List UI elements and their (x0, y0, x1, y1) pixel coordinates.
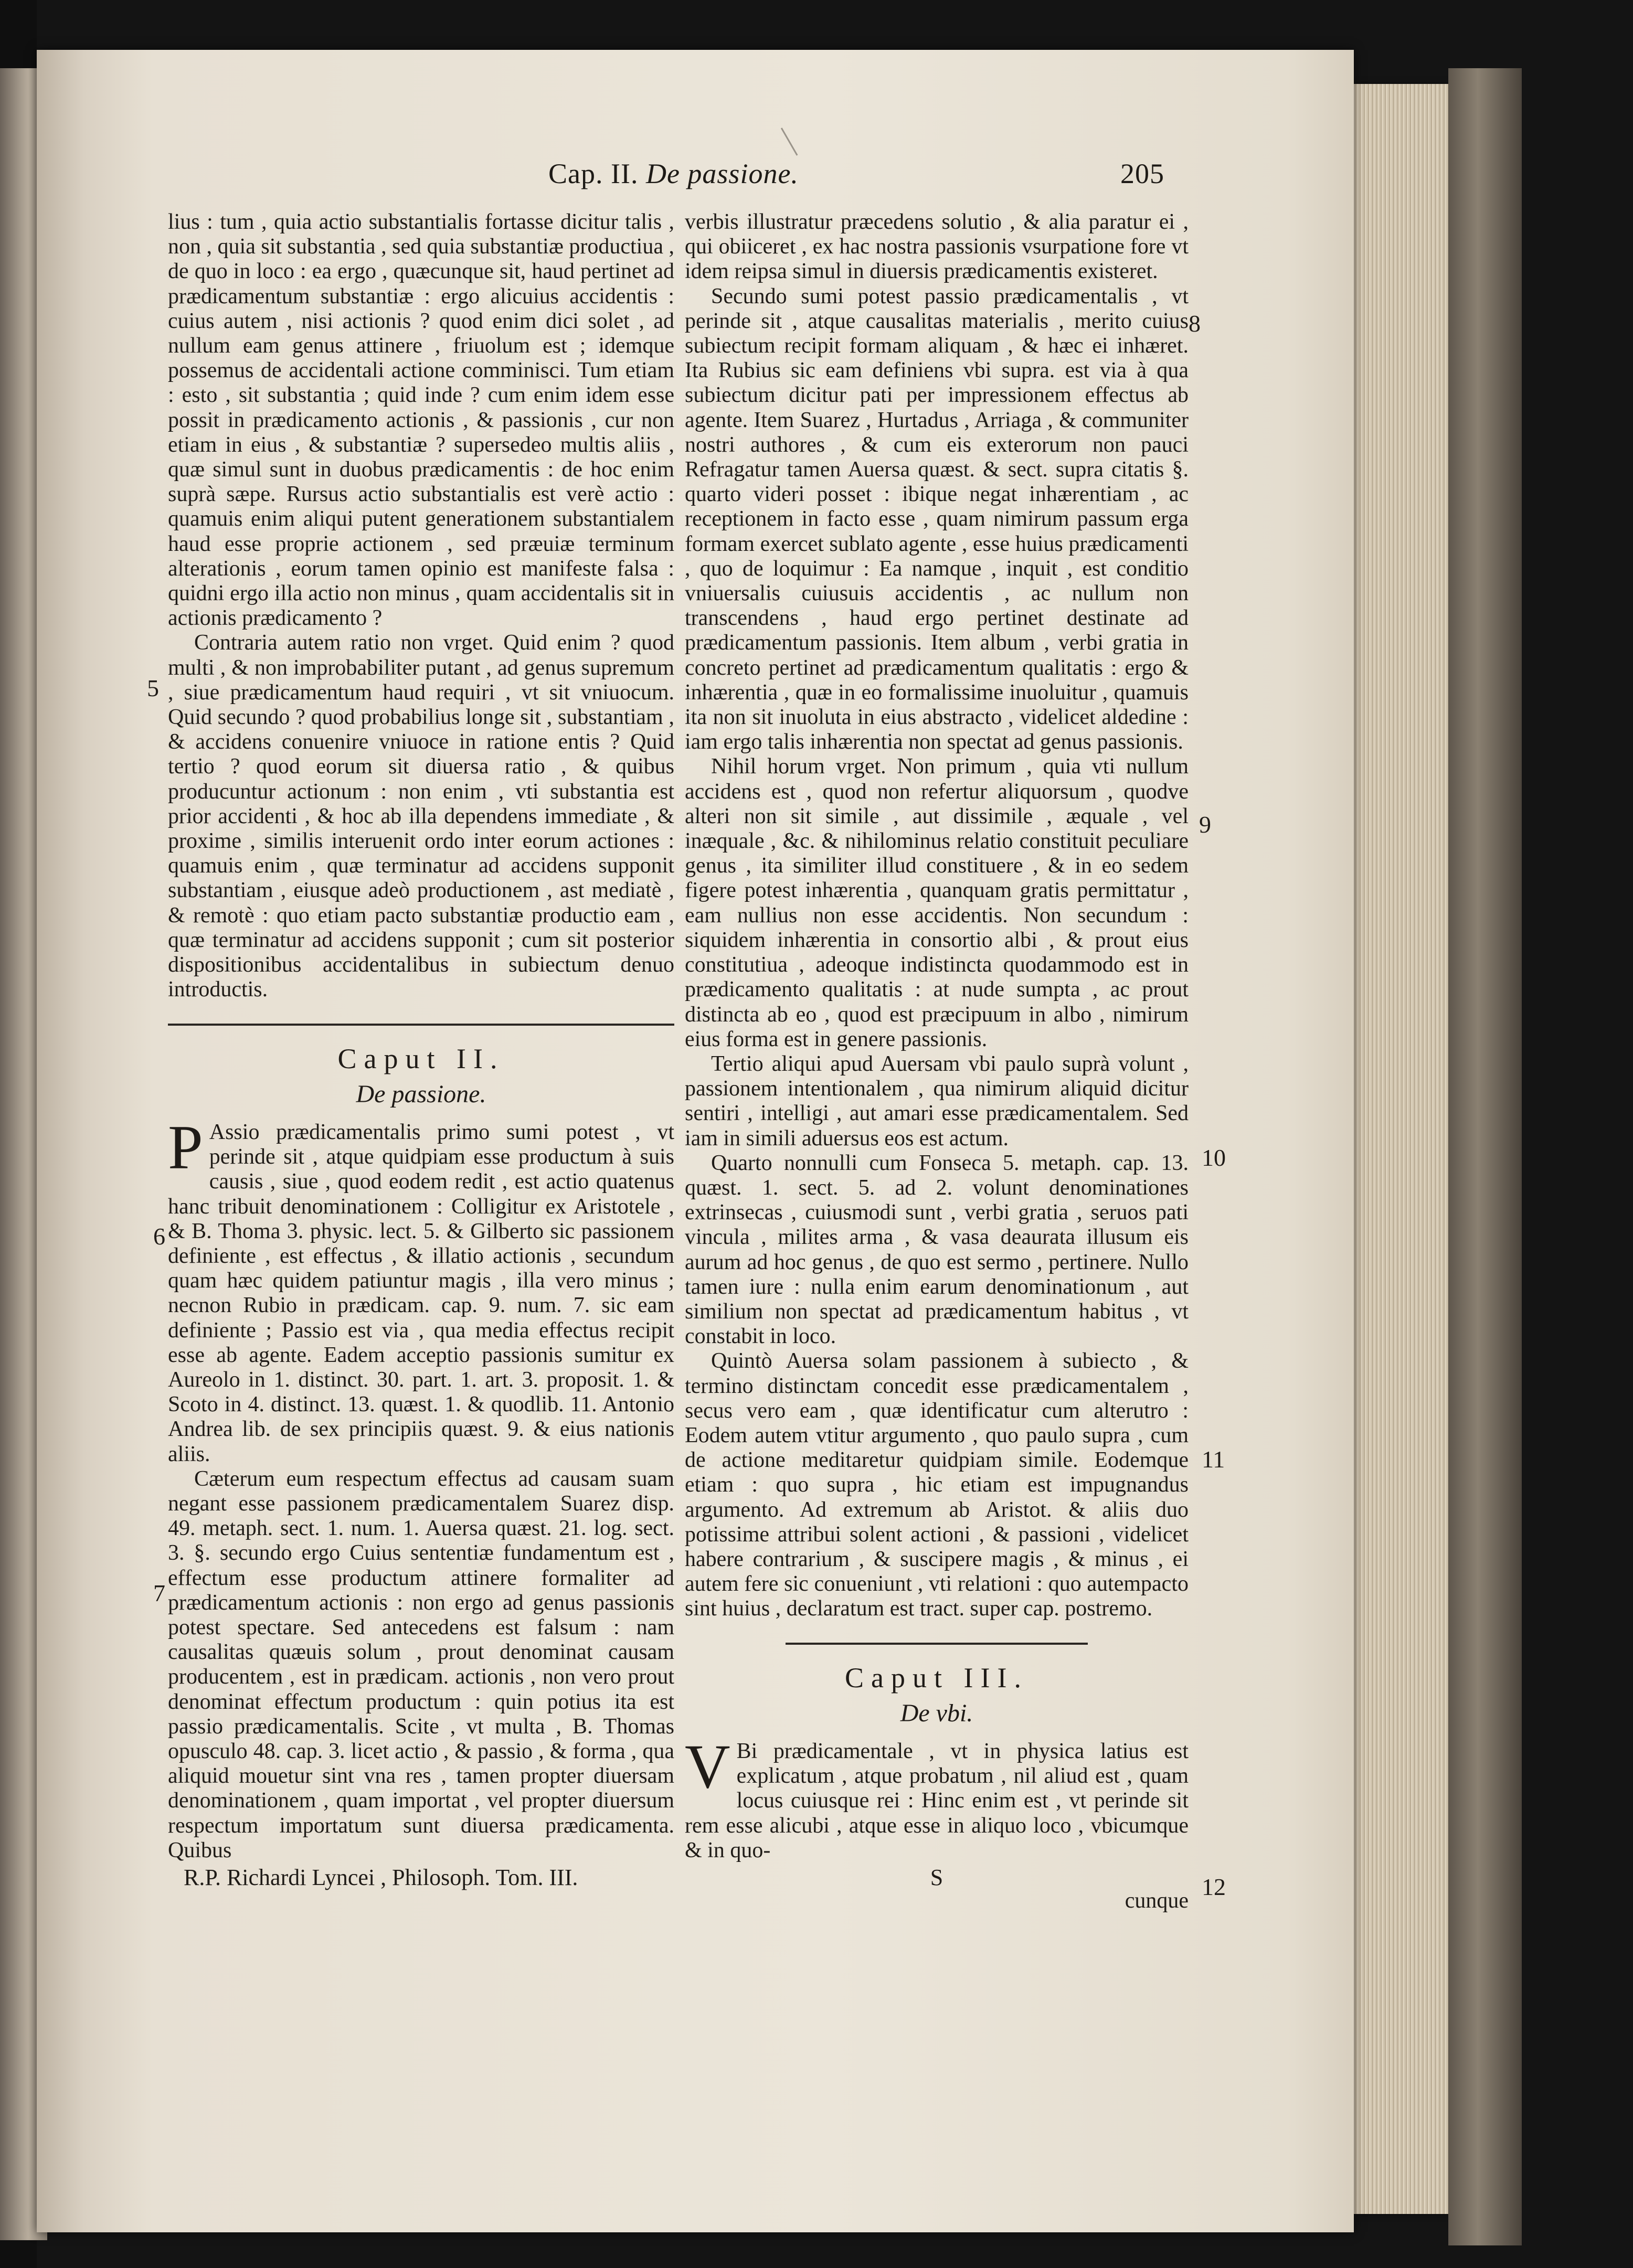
section-rule (168, 1024, 674, 1026)
drop-capital: V (685, 1731, 730, 1801)
signature-mark: S (930, 1865, 943, 1890)
chapter-paragraph (685, 1731, 1189, 1863)
drop-capital: P (168, 1112, 203, 1182)
margin-number-8: 8 (1189, 310, 1201, 337)
margin-number-10: 10 (1202, 1144, 1226, 1171)
right-paragraph-2: Secundo sumi potest passio prædicamentalis , vt perinde sit , atque causalitas materialis , merito cuius subiectum recipit formam aliquam , & hæc ei inhæret. Ita Rubius sic eam definiens vbi supra. est via à qua subiectum dicitur pati per impressionem effectus ab agente. Item Suarez , Hurtadus , Arriaga , & communiter nostri authores , & cum eis exterorum non pauci Refragatur tamen Auersa quæst. & sect. supra citatis §. quarto videri posset : ibique negat inhærentiam , ac receptionem in facto esse , quam nimirum passum erga formam exercet sublato agente , esse huius prædicamenti , quo de loquimur : Ea namque , inquit , est conditio vniuersalis cuiusuis accidentis , ac nullum non transcendens , haud ergo pertinet destinate ad prædicamentum passionis. Item album , verbi gratia in concreto pertinet ad prædicamentum qualitatis : ergo & inhærentia , quæ in eo formalissime inuoluitur , quamuis ita non sit inuoluta in eius abstracto , videlicet aldedine : iam ergo talis inhærentia non spectat ad genus passionis. (685, 284, 1189, 754)
margin-number-6: 6 (153, 1223, 165, 1250)
running-head (548, 157, 799, 190)
running-head-chapter: Cap. II. (548, 158, 639, 189)
right-column (685, 210, 1189, 1913)
margin-number-5: 5 (147, 675, 159, 701)
catchword: cunque (1125, 1889, 1189, 1913)
chapter-heading: Caput II. (337, 1042, 505, 1074)
margin-number-12: 12 (1202, 1873, 1226, 1900)
right-paragraph-4: Tertio aliqui apud Auersam vbi paulo suprà volunt , passionem intentionalem , qua nimirum aliquid dicitur sentiri , intelligi , aut amari esse prædicamentalem. Sed iam in simili aduersus eos est actum. (685, 1051, 1189, 1151)
section-rule (786, 1643, 1088, 1645)
chapter-paragraph-text: Bi prædicamentale , vt in physica latius est explicatum , atque probatum , nil aliud est , quam locus cuiusque rei : Hinc enim est , vt perinde sit rem esse alicubi , atque esse in aliquo loco , vbicumque & in quo- (685, 1739, 1189, 1862)
chapter-paragraph-1-text: Assio prædicamentalis primo sumi potest , vt perinde sit , atque quidpiam esse productum à suis causis , siue , quod eodem redit , est actio quatenus hanc tribuit denominationem : Colligitur ex Aristotele , & B. Thoma 3. physic. lect. 5. & Gilberto sic passionem definiente , est effectus , & illatio actionis , secundum quam hæc quidem patiuntur magis , illa vero minus ; necnon Rubio in prædicam. cap. 9. num. 7. sic eam definiente ; Passio est via , qua media effectus recipit esse ab agente. Eadem acceptio passionis sumitur ex Aureolo in 1. distinct. 30. part. 1. art. 3. proposit. 1. & Scoto in 4. distinct. 13. quæst. 1. & quodlib. 11. Antonio Andrea lib. de sex principiis quæst. 9. & eius nationis aliis. (168, 1120, 674, 1466)
page-number: 205 (1120, 158, 1164, 189)
running-head-subject: De passione. (645, 158, 799, 189)
left-column (168, 210, 674, 1890)
margin-number-9: 9 (1199, 811, 1211, 838)
right-paragraph-5: Quarto nonnulli cum Fonseca 5. metaph. cap. 13. quæst. 1. sect. 5. ad 2. volunt denominationes extrinsecas , cuiusmodi sunt , verbi gratia , seruos pati vincula , milites arma , & vasa deaurata illusum eis aurum ad hoc genus , de quo est sermo , pertinere. Nullo tamen iure : nulla enim earum denominationum , aut similium non spectat ad prædicamentum habitus , vt constabit in loco. (685, 1151, 1189, 1349)
chapter-heading: Caput III. (845, 1662, 1028, 1694)
margin-number-11: 11 (1202, 1446, 1225, 1473)
chapter-paragraph-2: Cæterum eum respectum effectus ad causam suam negant esse passionem prædicamentalem Suarez disp. 49. metaph. sect. 1. num. 1. Auersa quæst. 21. log. sect. 3. §. secundo ergo Cuius sententiæ fundamentum est , effectum esse productum attinere formaliter ad prædicamentum actionis : non ergo ad genus passionis potest spectare. Sed antecedens est falsum : nam causalitas quæuis solum , prout denominat causam producentem , est in prædicam. actionis , non vero prout denominat effectum productum : quin potius ita est passio prædicamentalis. Scite , vt multa , B. Thomas opusculo 48. cap. 3. licet actio , & passio , & forma , qua aliquid mouetur sint vna res , tamen propter diuersam denominationem , quam importat , vel propter diuersum respectum importatum sunt diuersa prædicamenta. Quibus (168, 1466, 674, 1862)
margin-number-7: 7 (153, 1580, 165, 1606)
signature-line: R.P. Richardi Lyncei , Philosoph. Tom. III. (184, 1865, 578, 1890)
right-paragraph-3: Nihil horum vrget. Non primum , quia vti nullum accidens est , quod non refertur aliquorsum , quodve alteri non sit simile , aut dissimile , æquale , vel inæquale , &c. & nihilominus relatio constituit peculiare genus , ita similiter illud constituere , & in eo sedem figere potest inhærentia , quanquam gratis permittatur , eam nullius non esse accidentis. Non secundum : siquidem inhærentia in consortio albi , & prout eius constitutiua , adeoque indistincta quodammodo est in prædicamento qualitatis : at nude sumpta , ac prout distincta ab eo , quod est præcipuum in albo , nimirum eius forma est in genere passionis. (685, 754, 1189, 1051)
left-paragraph-1: lius : tum , quia actio substantialis fortasse dicitur talis , non , quia sit substantia , sed quia substantiæ productiua , de quo in loco : ea ergo , quæcunque sit, haud pertinet ad prædicamentum substantiæ : ergo alicuius accidentis : cuius autem , nisi actionis ? quod enim dici solet , ad nullum eam genus attinere , friuolum est ; idemque possemus de accidentali actione comminisci. Tum etiam : esto , sit substantia ; quid inde ? cum enim idem esse possit in prædicamento actionis , & passionis , cur non etiam in eius , & substantiæ ? supersedeo multis aliis , quæ simul sunt in duobus prædicamentis : de hoc enim suprà sæpe. Rursus actio substantialis est verè actio : quamuis enim aliqui putent generationem substantialem haud esse proprie actionem , sed præuiæ terminum alterationis , eorum tamen opinio est manifeste falsa : quidni ergo illa actio non minus , quam accidentalis sit in actionis prædicamento ? (168, 210, 674, 631)
right-paragraph-6: Quintò Auersa solam passionem à subiecto , & termino distinctam concedit esse prædicamentalem , secus vero eam , quæ identificatur cum alterutro : Eodem autem vtitur argumento , quo paulo supra , cum de actione meditaretur quidpiam simile. Eodemque etiam : quo supra , hic etiam est impugnandus argumento. Ad extremum ab Aristot. & aliis duo potissime attribui solent actioni , & passioni , videlicet habere contrarium , & suscipere magis , & minus , ei autem fere sic conueniunt , vti relationi : quo autempacto sint huius , declaratum est tract. super cap. postremo. (685, 1349, 1189, 1621)
right-paragraph-1: verbis illustratur præcedens solutio , & alia paratur ei , qui obiiceret , ex hac nostra passionis vsurpatione fore vt idem reipsa simul in diuersis prædicamentis existeret. (685, 210, 1189, 284)
book-cover-board (1448, 68, 1522, 2245)
chapter-title: De vbi. (900, 1699, 973, 1727)
chapter-paragraph-1 (168, 1112, 674, 1467)
left-paragraph-2: Contraria autem ratio non vrget. Quid enim ? quod multi , & non improbabiliter putant , ad genus supremum , siue prædicamentum haud requiri , vt sit vniuocum. Quid secundo ? quod probabilius longe sit , substantiam , & accidens conuenire vniuoce in ratione entis ? Quid tertio ? quod eorum sit diuersa ratio , & quibus producuntur actionum : non enim , vti substantia est prior accidenti , & hoc ab illa dependens immediate , & proxime , similis interuenit ordo inter eorum actiones : quamuis enim , quæ terminatur ad accidens supponit substantiam , eiusque adeò productionem , ast mediatè , & remotè : quo etiam pacto substantiæ productio eam , quæ terminatur ad accidens supponit ; cum sit posterior dispositionibus accidentalibus in subiectum denuo introductis. (168, 631, 674, 1002)
chapter-title: De passione. (356, 1080, 486, 1108)
page-stack-edge (1354, 84, 1459, 2214)
